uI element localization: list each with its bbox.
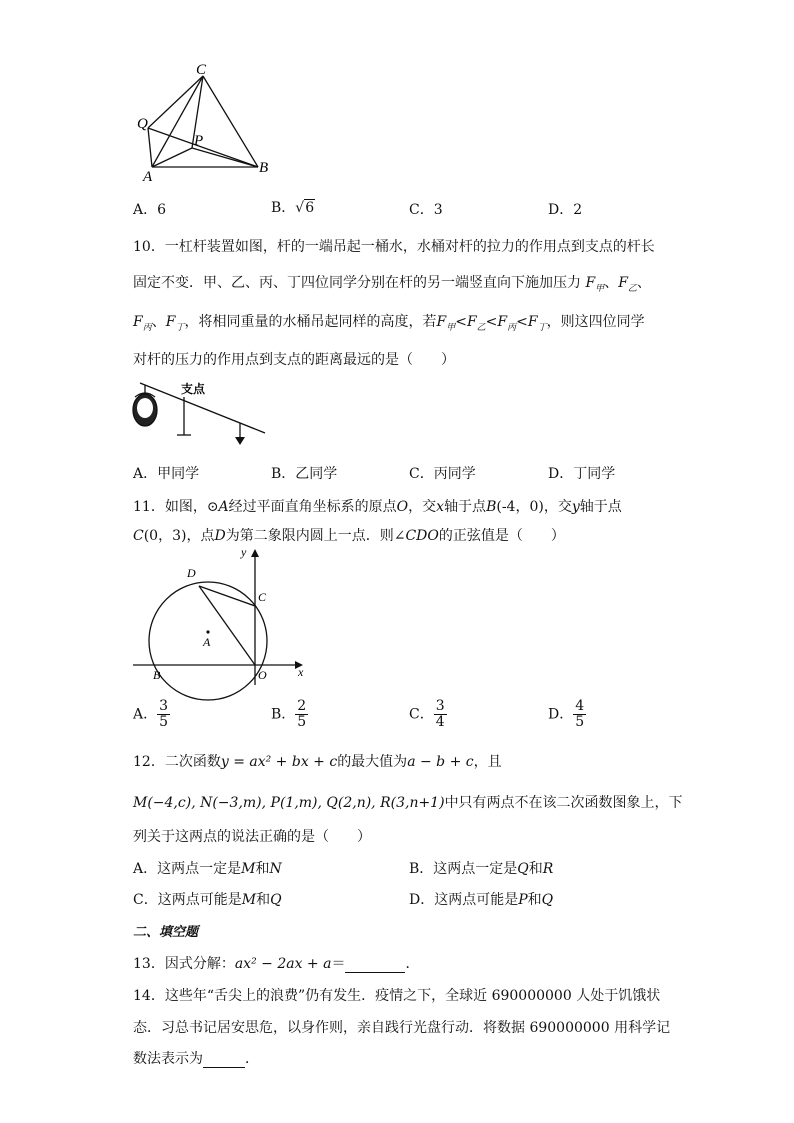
q12-line1: 12．二次函数y = ax² + bx + c的最大值为a − b + c，且 bbox=[133, 754, 502, 770]
q14-line1: 14．这些年“舌尖上的浪费”仍有发生．疫情之下，全球近 690000000 人处于饥饿状 bbox=[133, 988, 661, 1004]
q9-triangle-figure bbox=[0, 0, 794, 200]
q12-max-value: a − b + c bbox=[407, 754, 474, 770]
q13-line: 13．因式分解：ax² − 2ax + a＝ ． bbox=[133, 956, 420, 972]
q12-option-c[interactable]: C．这两点可能是M和Q bbox=[133, 892, 282, 908]
force-inequality: $F_甲<F_乙<F_丙<F_丁$ bbox=[436, 314, 547, 333]
q10-line4: 对杆的压力的作用点到支点的距离最远的是（ ） bbox=[133, 352, 455, 368]
q9-label-P: P bbox=[194, 133, 204, 149]
q9-option-d-text: 2 bbox=[573, 202, 583, 218]
q11-option-a[interactable]: A． $\frac{3}{5}$ bbox=[133, 698, 169, 730]
q11-option-b[interactable]: B． $\frac{2}{5}$ bbox=[271, 698, 307, 730]
q11-label-A: A bbox=[203, 635, 211, 649]
q14-answer-blank[interactable] bbox=[203, 1051, 245, 1068]
q12-option-d[interactable]: D．这两点可能是P和Q bbox=[409, 892, 554, 908]
q9-option-b-letter: B． bbox=[271, 200, 296, 216]
q9-option-b-text: 6 bbox=[305, 200, 315, 216]
q14-line3: 数法表示为 ． bbox=[133, 1051, 259, 1067]
q10-option-d[interactable]: D．丁同学 bbox=[548, 466, 616, 482]
sqrt-symbol: √ bbox=[295, 200, 305, 216]
q11-label-y: y bbox=[241, 545, 247, 559]
q9-label-A: A bbox=[143, 169, 153, 185]
q11-label-x: x bbox=[298, 665, 304, 679]
q9-label-B: B bbox=[259, 160, 269, 176]
force-yi: $F_乙$ bbox=[618, 275, 637, 294]
fraction: $\frac{2}{5}$ bbox=[297, 698, 307, 730]
q11-line2: C(0，3)，点D为第二象限内圆上一点．则∠CDO的正弦值是（ ） bbox=[133, 528, 565, 544]
q9-option-d-letter: D． bbox=[548, 202, 574, 218]
force-ding: $F_丁$ bbox=[165, 314, 185, 333]
q10-label-fulcrum: 支点 bbox=[181, 382, 206, 396]
q11-line1: 11．如图，⊙A经过平面直角坐标系的原点O，交x轴于点B(-4，0)，交y轴于点 bbox=[133, 499, 622, 515]
q9-option-a-letter: A． bbox=[133, 202, 158, 218]
q12-option-b[interactable]: B．这两点一定是Q和R bbox=[409, 861, 554, 877]
q9-option-a-text: 6 bbox=[157, 202, 167, 218]
q9-option-b[interactable] bbox=[271, 197, 315, 217]
q9-option-c-text: 3 bbox=[433, 202, 443, 218]
q12-line3: 列关于这两点的说法正确的是（ ） bbox=[133, 829, 371, 845]
q10-line3: $F_丙$、$F_丁$，将相同重量的水桶吊起同样的高度，若$F_甲<F_乙<F_丙<F_丁$，则这四位同学 bbox=[133, 314, 645, 333]
q11-label-D: D bbox=[187, 566, 196, 580]
q9-option-d[interactable] bbox=[548, 199, 582, 219]
q11-label-C: C bbox=[258, 590, 267, 604]
q10-line2a: 固定不变．甲、乙、丙、丁四位同学分别在杆的另一端竖直向下施加压力 bbox=[133, 275, 581, 291]
fraction: $\frac{4}{5}$ bbox=[575, 698, 585, 730]
q10-line2: 固定不变．甲、乙、丙、丁四位同学分别在杆的另一端竖直向下施加压力 $F_甲$、$F_乙$、 bbox=[133, 275, 651, 294]
q12-line2: M(−4,c), N(−3,m), P(1,m), Q(2,n), R(3,n+1)中只有两点不在该二次函数图象上，下 bbox=[133, 795, 683, 811]
fraction: $\frac{3}{5}$ bbox=[159, 698, 169, 730]
q10-option-b[interactable]: B．乙同学 bbox=[271, 466, 338, 482]
q12-points: M(−4,c), N(−3,m), P(1,m), Q(2,n), R(3,n+1) bbox=[133, 795, 445, 811]
force-bing: $F_丙$ bbox=[133, 314, 152, 333]
q9-option-a[interactable] bbox=[133, 199, 166, 219]
fraction: $\frac{3}{4}$ bbox=[435, 698, 445, 730]
q9-label-Q: Q bbox=[137, 116, 148, 132]
q10-line1: 10．一杠杆装置如图，杆的一端吊起一桶水，水桶对杆的拉力的作用点到支点的杆长 bbox=[133, 239, 655, 255]
force-jia: $F_甲$ bbox=[585, 275, 605, 294]
q10-lever-figure bbox=[0, 375, 794, 475]
q11-label-B: B bbox=[153, 668, 161, 682]
q13-answer-blank[interactable] bbox=[345, 956, 405, 973]
section-title-fill-in: 二、填空题 bbox=[133, 925, 199, 940]
q11-option-d[interactable]: D． $\frac{4}{5}$ bbox=[548, 698, 585, 730]
q11-option-c[interactable]: C． $\frac{3}{4}$ bbox=[409, 698, 445, 730]
q9-option-c-letter: C． bbox=[409, 202, 434, 218]
q11-label-O: O bbox=[258, 668, 267, 682]
q14-line2: 态．习总书记居安思危，以身作则，亲自践行光盘行动．将数据 690000000 用科学记 bbox=[133, 1020, 671, 1036]
q9-option-c[interactable] bbox=[409, 199, 443, 219]
q10-option-a[interactable]: A．甲同学 bbox=[133, 466, 200, 482]
q11-circle-figure bbox=[0, 545, 794, 695]
q9-label-C: C bbox=[196, 62, 207, 78]
q10-option-c[interactable]: C．丙同学 bbox=[409, 466, 476, 482]
q13-expression: ax² − 2ax + a bbox=[234, 956, 332, 972]
q12-option-a[interactable]: A．这两点一定是M和N bbox=[133, 861, 282, 877]
q12-function: y = ax² + bx + c bbox=[220, 754, 338, 770]
